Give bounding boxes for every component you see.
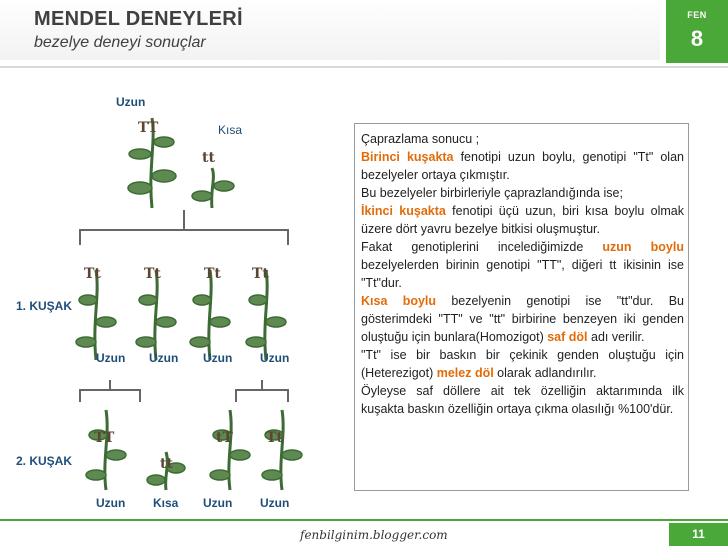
subject-badge bbox=[666, 0, 728, 63]
explanation-p7-b: olarak adlandırılır. bbox=[493, 366, 597, 380]
gen2-phenotype-2: Kısa bbox=[153, 496, 179, 510]
subject-tag: FEN bbox=[687, 10, 707, 20]
page-title: MENDEL DENEYLERİ bbox=[34, 8, 243, 30]
gen2-genotype-2: tt bbox=[160, 456, 173, 472]
parent-right-genotype: tt bbox=[202, 150, 215, 166]
explanation-p7-a: "Tt" ise bir baskın bir çekinik genden oluştuğu için (Heterezigot) bbox=[361, 348, 684, 380]
gen2-phenotype-3: Uzun bbox=[203, 496, 233, 510]
page-number: 11 bbox=[669, 523, 728, 546]
explanation-text bbox=[361, 130, 684, 418]
explanation-p2 bbox=[361, 148, 684, 184]
explanation-p5-b: bezelyelerden birinin genotipi "TT", diğeri tt ikisinin ise "Tt"dur. bbox=[361, 258, 684, 290]
grade-number: 8 bbox=[690, 26, 704, 51]
explanation-p5 bbox=[361, 238, 684, 292]
explanation-p6-a: bezelyenin genotipi ise "tt"dur. Bu gösterimdeki "TT" ve "tt" birbirine benzeyen iki genden oluştuğu için bunlara(Homozigot) bbox=[361, 294, 684, 344]
explanation-p6 bbox=[361, 292, 684, 346]
explanation-p5-a: Fakat genotiplerini incelediğimizde bbox=[361, 240, 603, 254]
second-gen-highlight: İkinci kuşakta bbox=[361, 204, 446, 218]
slide-header bbox=[0, 0, 728, 66]
gen1-genotype-4: Tt bbox=[252, 266, 269, 282]
explanation-p3: Bu bezelyeler birbirleriyle çaprazlandığında ise; bbox=[361, 186, 623, 200]
explanation-p1: Çaprazlama sonucu ; bbox=[361, 132, 480, 146]
parent-left-phenotype: Uzun bbox=[116, 95, 146, 109]
gen1-phenotype-4: Uzun bbox=[260, 351, 290, 365]
explanation-p6-b: adı verilir. bbox=[587, 330, 645, 344]
gen1-phenotype-1: Uzun bbox=[96, 351, 126, 365]
pea-cross-diagram bbox=[60, 90, 332, 520]
gen2-label: 2. KUŞAK bbox=[16, 454, 73, 468]
footer-divider bbox=[0, 519, 728, 521]
gen1-genotype-2: Tt bbox=[144, 266, 161, 282]
gen1-genotype-3: Tt bbox=[204, 266, 221, 282]
explanation-p4-text: fenotipi üçü uzun, biri kısa boylu olmak üzere dört yavru bezelye bitkisi oluşmuştur. bbox=[361, 204, 684, 236]
explanation-p8: Öyleyse saf döllere ait tek özelliğin aktarımında ilk kuşakta baskın özelliğin ortaya çıkma olasılığı %100'dür. bbox=[361, 384, 684, 416]
footer-source: fenbilginim.blogger.com bbox=[300, 528, 448, 542]
gen2-phenotype-1: Uzun bbox=[96, 496, 126, 510]
gen2-phenotype-4: Uzun bbox=[260, 496, 290, 510]
page-subtitle: bezelye deneyi sonuçlar bbox=[34, 34, 206, 51]
parent-left-genotype: TT bbox=[138, 120, 159, 136]
gen2-genotype-3: tT bbox=[216, 430, 233, 446]
gen2-genotype-1: TT bbox=[94, 430, 115, 446]
diagram-lines bbox=[60, 90, 332, 520]
explanation-p7 bbox=[361, 346, 684, 382]
gen2-genotype-4: Tt bbox=[266, 430, 283, 446]
gen1-label: 1. KUŞAK bbox=[16, 299, 73, 313]
tall-highlight: uzun boylu bbox=[602, 240, 684, 254]
explanation-p2-text: fenotipi uzun boylu, genotipi "Tt" olan bezelyeler ortaya çıkmıştır. bbox=[361, 150, 684, 182]
short-highlight: Kısa boylu bbox=[361, 294, 437, 308]
gen1-genotype-1: Tt bbox=[84, 266, 101, 282]
hybrid-highlight: melez döl bbox=[436, 366, 494, 380]
header-divider bbox=[0, 66, 728, 68]
parent-right-phenotype: Kısa bbox=[218, 123, 243, 137]
gen1-phenotype-2: Uzun bbox=[149, 351, 179, 365]
pure-breed-highlight: saf döl bbox=[547, 330, 588, 344]
explanation-box bbox=[354, 123, 689, 491]
gen1-phenotype-3: Uzun bbox=[203, 351, 233, 365]
first-gen-highlight: Birinci kuşakta bbox=[361, 150, 454, 164]
explanation-p4 bbox=[361, 202, 684, 238]
